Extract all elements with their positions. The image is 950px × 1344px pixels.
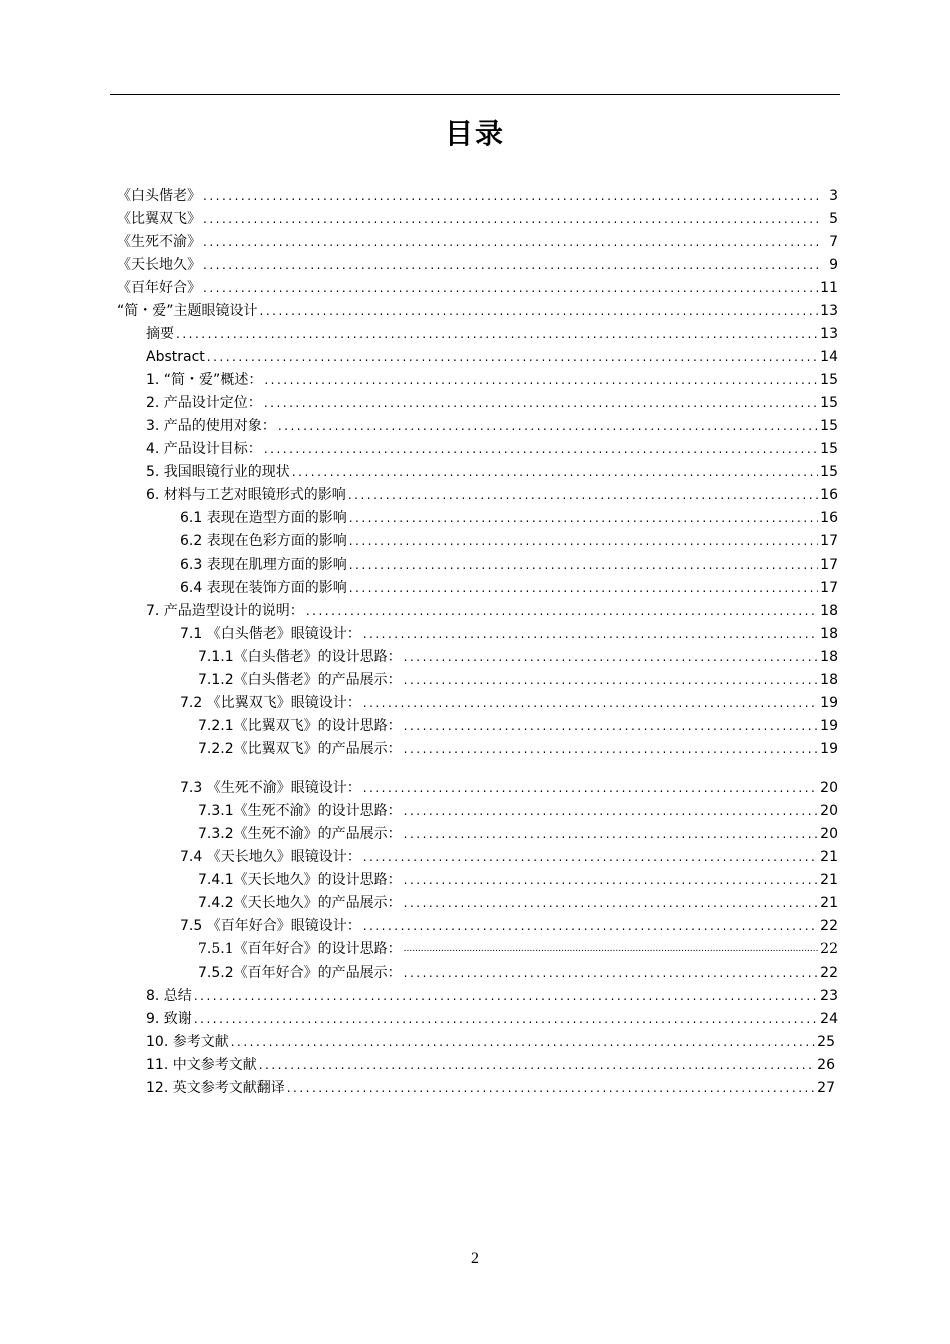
toc-entry-page: 11: [820, 280, 838, 296]
toc-entry-page: 18: [820, 626, 838, 642]
toc-entry-label: 《比翼双飞》: [117, 211, 201, 227]
toc-entry[interactable]: [198, 713, 838, 736]
toc-leader-dots: [404, 647, 819, 667]
toc-entry[interactable]: [146, 598, 838, 621]
toc-entry[interactable]: [198, 960, 838, 983]
toc-entry-page: 5: [829, 211, 838, 227]
toc-leader-dots: [363, 916, 818, 936]
toc-entry-page: 23: [820, 988, 838, 1004]
toc-entry-page: 20: [820, 780, 838, 796]
toc-leader-dots: [404, 670, 819, 690]
toc-leader-dots: [231, 1032, 815, 1052]
toc-leader-dots: [404, 716, 819, 736]
toc-entry[interactable]: [146, 1075, 835, 1098]
toc-leader-dots: [287, 1078, 815, 1098]
toc-entry-label: 4. 产品设计目标：: [146, 441, 262, 457]
toc-entry-label: 7. 产品造型设计的说明：: [146, 603, 304, 619]
toc-leader-dots: [278, 416, 818, 436]
toc-entry-page: 15: [820, 464, 838, 480]
toc-entry-page: 21: [820, 895, 838, 911]
toc-leader-dots: [363, 693, 818, 713]
toc-leader-dots: [349, 578, 818, 598]
toc-entry-page: 17: [820, 533, 838, 549]
toc-leader-dots: [349, 555, 818, 575]
toc-entry-label: 9. 致谢: [146, 1011, 192, 1027]
toc-entry-label: 《百年好合》: [117, 280, 201, 296]
toc-entry-label: 7.1.2《白头偕老》的产品展示：: [198, 672, 402, 688]
toc-entry[interactable]: [146, 1052, 835, 1075]
toc-entry-label: 10. 参考文献: [146, 1034, 229, 1050]
toc-entry-label: 7.2.1《比翼双飞》的设计思路：: [198, 718, 402, 734]
toc-entry-page: 9: [829, 257, 838, 273]
toc-entry-page: 20: [820, 826, 838, 842]
toc-entry-label: 7.3.2《生死不渝》的产品展示：: [198, 826, 402, 842]
toc-entry[interactable]: [180, 690, 838, 713]
toc-entry[interactable]: [198, 667, 838, 690]
toc-leader-dots: [260, 301, 819, 321]
toc-entry-page: 15: [820, 418, 838, 434]
toc-leader-dots: [404, 963, 819, 983]
toc-entry[interactable]: [146, 390, 838, 413]
toc-entry-page: 7: [829, 234, 838, 250]
toc-leader-dots: [306, 601, 818, 621]
toc-entry-label: Abstract: [146, 349, 205, 365]
toc-entry[interactable]: [180, 913, 838, 936]
toc-entry[interactable]: [180, 621, 838, 644]
toc-entry[interactable]: [117, 206, 838, 229]
toc-entry-page: 26: [817, 1057, 835, 1073]
toc-entry[interactable]: [146, 413, 838, 436]
toc-entry-label: 7.4 《天长地久》眼镜设计：: [180, 849, 361, 865]
toc-entry-page: 19: [820, 695, 838, 711]
toc-entry-page: 13: [820, 303, 838, 319]
toc-entry[interactable]: [180, 505, 838, 528]
toc-leader-dots: [404, 739, 819, 759]
toc-entry[interactable]: [146, 344, 838, 367]
toc-leader-dots: [203, 232, 822, 252]
toc-entry-label: 6.1 表现在造型方面的影响: [180, 510, 347, 526]
toc-leader-dots: [404, 893, 819, 913]
toc-entry-label: 2. 产品设计定位：: [146, 395, 262, 411]
toc-leader-dots: [404, 801, 819, 821]
toc-leader-dots: [259, 1055, 815, 1075]
toc-entry-label: 7.2 《比翼双飞》眼镜设计：: [180, 695, 361, 711]
toc-entry-label: 8. 总结: [146, 988, 192, 1004]
toc-leader-dots: [404, 939, 819, 959]
toc-entry-page: 20: [820, 803, 838, 819]
toc-entry[interactable]: [117, 252, 838, 275]
toc-entry[interactable]: [146, 459, 838, 482]
toc-entry-page: 15: [820, 372, 838, 388]
toc-entry-label: 7.2.2《比翼双飞》的产品展示：: [198, 741, 402, 757]
toc-entry[interactable]: [146, 321, 838, 344]
toc-entry[interactable]: [117, 183, 838, 206]
toc-entry[interactable]: [146, 482, 838, 505]
toc-leader-dots: [348, 485, 818, 505]
toc-leader-dots: [292, 462, 818, 482]
toc-entry-page: 18: [820, 603, 838, 619]
toc-leader-dots: [363, 624, 818, 644]
toc-leader-dots: [203, 255, 822, 275]
toc-entry-label: 1. “简・爱”概述：: [146, 372, 263, 388]
toc-entry-page: 19: [820, 741, 838, 757]
toc-entry-page: 25: [817, 1034, 835, 1050]
toc-entry-label: 5. 我国眼镜行业的现状: [146, 464, 290, 480]
toc-entry-label: 7.3.1《生死不渝》的设计思路：: [198, 803, 402, 819]
toc-entry[interactable]: [198, 890, 838, 913]
toc-entry-page: 21: [820, 849, 838, 865]
toc-entry-page: 22: [820, 965, 838, 981]
toc-entry-page: 21: [820, 872, 838, 888]
toc-entry-label: 7.4.1《天长地久》的设计思路：: [198, 872, 402, 888]
toc-entry-label: 7.3 《生死不渝》眼镜设计：: [180, 780, 361, 796]
toc-entry[interactable]: [198, 936, 838, 959]
toc-entry[interactable]: [117, 275, 838, 298]
toc-leader-dots: [194, 986, 818, 1006]
toc-entry-label: 7.1 《白头偕老》眼镜设计：: [180, 626, 361, 642]
toc-leader-dots: [194, 1009, 818, 1029]
toc-entry-page: 18: [820, 672, 838, 688]
toc-leader-dots: [207, 347, 818, 367]
toc-leader-dots: [349, 508, 818, 528]
toc-entry[interactable]: [180, 552, 838, 575]
toc-leader-dots: [264, 370, 818, 390]
toc-entry-page: 16: [820, 510, 838, 526]
toc-entry[interactable]: [146, 367, 838, 390]
toc-entry[interactable]: [146, 1029, 835, 1052]
toc-entry[interactable]: [198, 798, 838, 821]
toc-entry[interactable]: [180, 775, 838, 798]
toc-entry-label: 6.4 表现在装饰方面的影响: [180, 580, 347, 596]
toc-leader-dots: [176, 324, 818, 344]
toc-entry-page: 19: [820, 718, 838, 734]
toc-entry-label: 11. 中文参考文献: [146, 1057, 257, 1073]
toc-entry[interactable]: [198, 821, 838, 844]
toc-entry-label: 7.5 《百年好合》眼镜设计：: [180, 918, 361, 934]
toc-entry-page: 15: [820, 395, 838, 411]
toc-leader-dots: [203, 209, 822, 229]
toc-entry-label: 摘要: [146, 326, 174, 342]
toc-entry-label: 7.1.1《白头偕老》的设计思路：: [198, 649, 402, 665]
toc-entry-page: 13: [820, 326, 838, 342]
toc-entry-page: 27: [817, 1080, 835, 1096]
toc-entry-label: 6. 材料与工艺对眼镜形式的影响: [146, 487, 346, 503]
toc-entry-label: 7.5.2《百年好合》的产品展示：: [198, 965, 402, 981]
toc-entry-page: 15: [820, 441, 838, 457]
toc-leader-dots: [203, 278, 818, 298]
toc-leader-dots: [264, 439, 818, 459]
toc-entry-page: 17: [820, 580, 838, 596]
toc-entry-label: “简・爱”主题眼镜设计: [117, 303, 258, 319]
toc-leader-dots: [404, 824, 819, 844]
toc-entry[interactable]: [198, 867, 838, 890]
toc-entry-label: 7.5.1《百年好合》的设计思路：: [198, 941, 402, 957]
toc-entry[interactable]: [198, 736, 838, 759]
toc-entry-page: 14: [820, 349, 838, 365]
toc-entry-page: 3: [829, 188, 838, 204]
toc-entry[interactable]: [146, 983, 838, 1006]
toc-leader-dots: [349, 531, 818, 551]
page-number: 2: [471, 1250, 479, 1267]
toc-entry[interactable]: [117, 229, 838, 252]
toc-entry[interactable]: [198, 644, 838, 667]
toc-leader-dots: [264, 393, 818, 413]
toc-entry-label: 6.2 表现在色彩方面的影响: [180, 533, 347, 549]
toc-entry[interactable]: [180, 575, 838, 598]
toc-entry-page: 22: [820, 941, 838, 957]
toc-entry[interactable]: [117, 298, 838, 321]
toc-entry-page: 22: [820, 918, 838, 934]
toc-entry-page: 17: [820, 557, 838, 573]
toc-entry-label: 《生死不渝》: [117, 234, 201, 250]
toc-leader-dots: [203, 186, 822, 206]
toc-entry[interactable]: [180, 844, 838, 867]
toc-entry-page: 18: [820, 649, 838, 665]
toc-entry[interactable]: [146, 436, 838, 459]
toc-entry-label: 《天长地久》: [117, 257, 201, 273]
toc-leader-dots: [363, 778, 818, 798]
toc-entry-label: 12. 英文参考文献翻译: [146, 1080, 285, 1096]
toc-leader-dots: [363, 847, 818, 867]
toc-entry-label: 3. 产品的使用对象：: [146, 418, 276, 434]
toc-entry[interactable]: [180, 528, 838, 551]
toc-entry-label: 6.3 表现在肌理方面的影响: [180, 557, 347, 573]
toc-entry-page: 24: [820, 1011, 838, 1027]
toc-entry[interactable]: [146, 1006, 838, 1029]
toc-entry-label: 《白头偕老》: [117, 188, 201, 204]
toc-entry-page: 16: [820, 487, 838, 503]
toc-leader-dots: [404, 870, 819, 890]
toc-entry-label: 7.4.2《天长地久》的产品展示：: [198, 895, 402, 911]
page-title: 目录: [444, 117, 505, 150]
